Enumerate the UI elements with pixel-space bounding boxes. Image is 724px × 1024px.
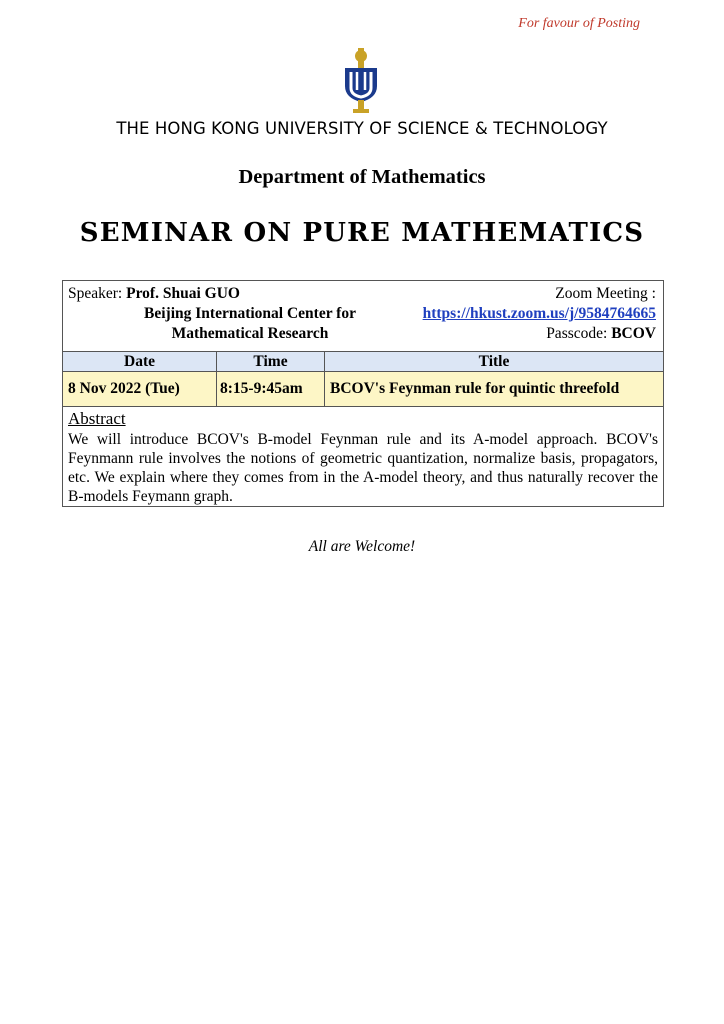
seminar-info-box bbox=[62, 280, 664, 507]
passcode-line bbox=[423, 324, 656, 344]
abstract-section bbox=[68, 409, 658, 506]
institution-line-1: Beijing International Center for bbox=[144, 305, 356, 322]
table-row bbox=[63, 372, 663, 407]
zoom-label: Zoom Meeting : bbox=[555, 285, 656, 302]
posting-note: For favour of Posting bbox=[518, 16, 640, 31]
table-header-row bbox=[63, 351, 663, 372]
speaker-label: Speaker: bbox=[68, 285, 123, 302]
speaker-block bbox=[68, 284, 240, 304]
abstract-title: Abstract bbox=[68, 409, 126, 428]
cell-date: 8 Nov 2022 (Tue) bbox=[63, 372, 217, 406]
department-name: Department of Mathematics bbox=[238, 166, 486, 188]
header-date: Date bbox=[63, 352, 217, 371]
speaker-row bbox=[63, 281, 663, 351]
header-title: Title bbox=[478, 352, 510, 370]
cell-title: BCOV's Feynman rule for quintic threefold bbox=[330, 380, 620, 397]
institution-line-2: Mathematical Research bbox=[171, 325, 329, 342]
zoom-link[interactable]: https://hkust.zoom.us/j/9584764665 bbox=[422, 305, 656, 322]
speaker-institution bbox=[132, 304, 368, 344]
cell-time: 8:15-9:45am bbox=[217, 372, 325, 406]
passcode-label: Passcode: bbox=[546, 325, 608, 342]
passcode-value: BCOV bbox=[611, 325, 656, 342]
header-time: Time bbox=[217, 352, 325, 371]
zoom-block bbox=[423, 284, 656, 344]
seminar-title: SEMINAR ON PURE MATHEMATICS bbox=[79, 218, 645, 248]
abstract-body: We will introduce BCOV's B-model Feynman rule and its A-model approach. BCOV's Feynmann rule involves the notions of geometric quantization, normalize basis, propagators, etc. We explain where they comes from in the A-model theory, and thus naturally recover the B-models Feymann graph. bbox=[68, 431, 658, 505]
university-name: THE HONG KONG UNIVERSITY OF SCIENCE & TECHNOLOGY bbox=[116, 119, 608, 138]
hkust-logo-icon bbox=[339, 46, 383, 116]
speaker-name: Prof. Shuai GUO bbox=[126, 285, 240, 302]
closing-note: All are Welcome! bbox=[308, 538, 416, 555]
